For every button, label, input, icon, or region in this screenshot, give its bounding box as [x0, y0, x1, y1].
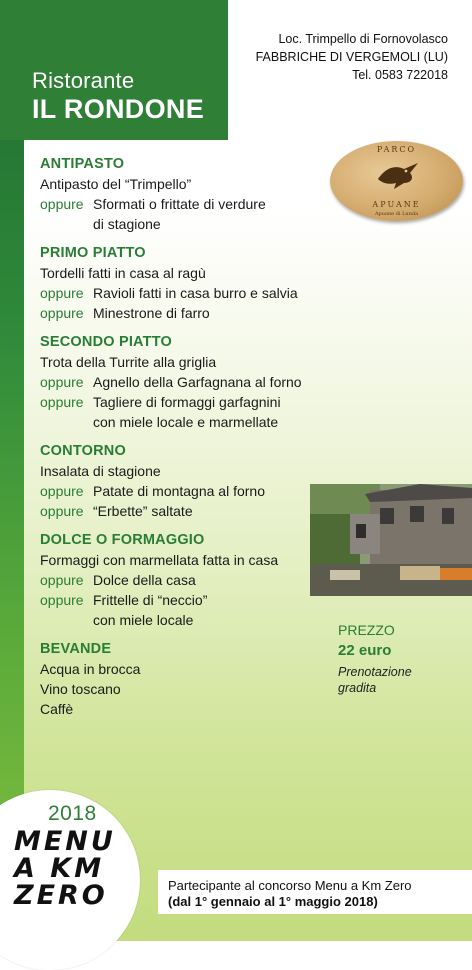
section-contorno [40, 443, 340, 521]
menu-alternative [40, 392, 340, 432]
restaurant-name: IL RONDONE [32, 94, 205, 124]
address-line-2: FABBRICHE DI VERGEMOLI (LU) [255, 50, 448, 64]
price-label: PREZZO [338, 622, 395, 638]
menu-alternative [40, 372, 340, 392]
menu-item: Sformati o frittate di verdure di stagione [93, 196, 266, 232]
oppure-label: oppure [40, 285, 84, 301]
section-secondo [40, 334, 340, 432]
menu-item: Dolce della casa [93, 572, 196, 588]
menu-item: Insalata di stagione [40, 463, 161, 479]
menu-item: Agnello della Garfagnana al forno [93, 374, 302, 390]
menu-item: Tordelli fatti in casa al ragù [40, 265, 206, 281]
contest-line-2: (dal 1° gennaio al 1° maggio 2018) [168, 894, 378, 909]
restaurant-photo [310, 484, 472, 596]
menu-item: Ravioli fatti in casa burro e salvia [93, 285, 298, 301]
price-block [338, 622, 468, 696]
oppure-label: oppure [40, 196, 84, 212]
header-banner [0, 0, 228, 140]
address-block [256, 30, 448, 84]
oppure-label: oppure [40, 374, 84, 390]
menu-km-zero-logo: MENU A KM ZERO [14, 826, 116, 911]
logo-year: 2018 [48, 802, 97, 825]
menu-item: “Erbette” saltate [93, 503, 193, 519]
menu-item: Patate di montagna al forno [93, 483, 266, 499]
oppure-label: oppure [40, 305, 84, 321]
restaurant-subtitle: Ristorante [32, 68, 135, 93]
badge-bottom-text: APUANE [372, 200, 421, 209]
section-heading: CONTORNO [40, 443, 126, 459]
menu-alternative [40, 283, 340, 303]
menu-item: Acqua in brocca [40, 661, 141, 677]
menu-item: Vino toscano [40, 681, 121, 697]
menu-list [40, 156, 340, 730]
contest-line-1: Partecipante al concorso Menu a Km Zero [168, 878, 412, 893]
menu-alternative [40, 481, 340, 501]
oppure-label: oppure [40, 592, 84, 608]
badge-bottom-small: Apuane di Lunda [374, 211, 419, 217]
contest-text [168, 878, 412, 910]
menu-alternative [40, 303, 340, 323]
menu-item: Caffè [40, 701, 74, 717]
menu-item: Trota della Turrite alla griglia [40, 354, 217, 370]
menu-item: Formaggi con marmellata fatta in casa [40, 552, 279, 568]
section-dolce [40, 532, 340, 630]
swallow-bird-icon [374, 159, 420, 193]
menu-item: Frittelle di “neccio” con miele locale [93, 592, 208, 628]
menu-alternative [40, 570, 340, 590]
oppure-label: oppure [40, 503, 84, 519]
menu-item: Minestrone di farro [93, 305, 210, 321]
badge-top-text: PARCO [376, 145, 417, 154]
menu-alternative [40, 501, 340, 521]
parco-apuane-badge [330, 141, 463, 221]
menu-item: Tagliere di formaggi garfagnini con miele locale e marmellate [93, 394, 281, 430]
section-heading: BEVANDE [40, 641, 112, 657]
oppure-label: oppure [40, 394, 84, 410]
oppure-label: oppure [40, 572, 84, 588]
contest-footer [158, 870, 472, 914]
address-line-1: Loc. Trimpello di Fornovolasco [278, 32, 448, 46]
section-antipasto [40, 156, 340, 234]
section-heading: SECONDO PIATTO [40, 334, 172, 350]
menu-alternative [40, 194, 340, 234]
menu-item: Antipasto del “Trimpello” [40, 176, 192, 192]
section-primo [40, 245, 340, 323]
section-heading: PRIMO PIATTO [40, 245, 146, 261]
section-heading: ANTIPASTO [40, 156, 125, 172]
price-value: 22 euro [338, 642, 392, 659]
reservation-note: Prenotazione gradita [338, 665, 412, 695]
phone-number: Tel. 0583 722018 [352, 68, 448, 82]
menu-alternative [40, 590, 340, 630]
section-heading: DOLCE O FORMAGGIO [40, 532, 205, 548]
section-bevande [40, 641, 340, 719]
oppure-label: oppure [40, 483, 84, 499]
